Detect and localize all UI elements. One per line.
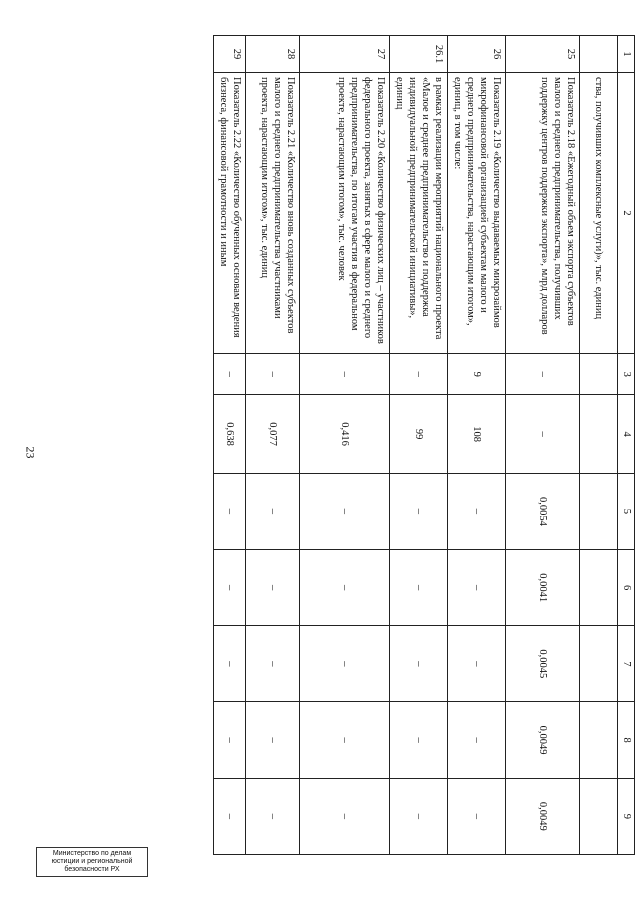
value-cell: – <box>390 778 448 854</box>
value-cell: – <box>390 702 448 778</box>
row-number: 29 <box>214 36 246 73</box>
value-cell: – <box>390 626 448 702</box>
column-header: 9 <box>618 778 635 854</box>
table-row <box>506 36 580 855</box>
value-cell: – <box>448 626 506 702</box>
column-header: 5 <box>618 473 635 549</box>
table-viewport <box>105 35 635 855</box>
value-cell: 0,077 <box>246 395 300 473</box>
column-header: 1 <box>618 36 635 73</box>
column-header: 6 <box>618 550 635 626</box>
value-cell: 0,416 <box>300 395 390 473</box>
value-cell: – <box>448 473 506 549</box>
value-cell: 0,0049 <box>506 702 580 778</box>
value-cell: – <box>506 354 580 395</box>
row-number: 27 <box>300 36 390 73</box>
indicators-table <box>213 35 635 855</box>
indicator-description: Показатель 2.19 «Количество выдаваемых микрозаймов микрофинансовой организацией субъектам малого и среднего предпринимательства, нарастающим итогом», единиц, в том числе: <box>448 73 506 354</box>
value-cell: – <box>448 778 506 854</box>
column-header: 2 <box>618 73 635 354</box>
row-number: 26 <box>448 36 506 73</box>
value-cell: 99 <box>390 395 448 473</box>
value-cell: – <box>300 473 390 549</box>
row-number: 26.1 <box>390 36 448 73</box>
column-header: 8 <box>618 702 635 778</box>
rotated-table-content <box>105 35 635 855</box>
value-cell: – <box>246 354 300 395</box>
value-cell: 0,638 <box>214 395 246 473</box>
value-cell: – <box>390 354 448 395</box>
column-header: 4 <box>618 395 635 473</box>
value-cell: – <box>246 473 300 549</box>
table-row <box>214 36 246 855</box>
column-header: 3 <box>618 354 635 395</box>
value-cell: – <box>246 702 300 778</box>
value-cell: – <box>300 626 390 702</box>
value-cell: 0,0041 <box>506 550 580 626</box>
value-cell: – <box>300 550 390 626</box>
value-cell: – <box>300 702 390 778</box>
value-cell: – <box>214 550 246 626</box>
table-row <box>300 36 390 855</box>
ministry-stamp: Министерство по делам юстиции и региональной безопасности РХ <box>36 847 148 877</box>
value-cell: – <box>246 626 300 702</box>
value-cell: – <box>506 395 580 473</box>
value-cell: – <box>246 778 300 854</box>
row-number: 28 <box>246 36 300 73</box>
value-cell: – <box>448 550 506 626</box>
value-cell: 0,0045 <box>506 626 580 702</box>
indicator-description: Показатель 2.18 «Ежегодный объем экспорта субъектов малого и среднего предпринимательства, получивших поддержку центров поддержки экспорта», млрд долларов <box>506 73 580 354</box>
continuation-row <box>580 36 618 855</box>
table-row <box>390 36 448 855</box>
value-cell: – <box>448 702 506 778</box>
table-row <box>246 36 300 855</box>
continuation-text: ства, получивших комплексные услуги)», тыс. единиц <box>580 73 618 354</box>
value-cell: – <box>300 778 390 854</box>
header-row <box>618 36 635 855</box>
value-cell: – <box>300 354 390 395</box>
indicator-description: в рамках реализации мероприятий национального проекта «Малое и среднее предпринимательство и поддержка индивидуальной предпринимательской инициативы», единиц <box>390 73 448 354</box>
row-number: 25 <box>506 36 580 73</box>
indicator-description: Показатель 2.22 «Количество обученных основам ведения бизнеса, финансовой грамотности и иным <box>214 73 246 354</box>
value-cell: – <box>246 550 300 626</box>
indicator-description: Показатель 2.21 «Количество вновь созданных субъектов малого и среднего предпринимательства участниками проекта, нарастающим итогом», тыс. единиц <box>246 73 300 354</box>
value-cell: – <box>214 626 246 702</box>
value-cell: 0,0049 <box>506 778 580 854</box>
value-cell: 108 <box>448 395 506 473</box>
value-cell: – <box>214 778 246 854</box>
value-cell: 9 <box>448 354 506 395</box>
value-cell: – <box>214 702 246 778</box>
value-cell: – <box>214 354 246 395</box>
column-header: 7 <box>618 626 635 702</box>
indicator-description: Показатель 2.20 «Количество физических лиц – участников федерального проекта, занятых в сфере малого и среднего предпринимательства, по итогам участия в федеральном проекте, нарастающим итогом», тыс. человек <box>300 73 390 354</box>
table-row <box>448 36 506 855</box>
value-cell: 0,0054 <box>506 473 580 549</box>
value-cell: – <box>390 550 448 626</box>
value-cell: – <box>214 473 246 549</box>
value-cell: – <box>390 473 448 549</box>
page-number: 23 <box>23 446 38 459</box>
